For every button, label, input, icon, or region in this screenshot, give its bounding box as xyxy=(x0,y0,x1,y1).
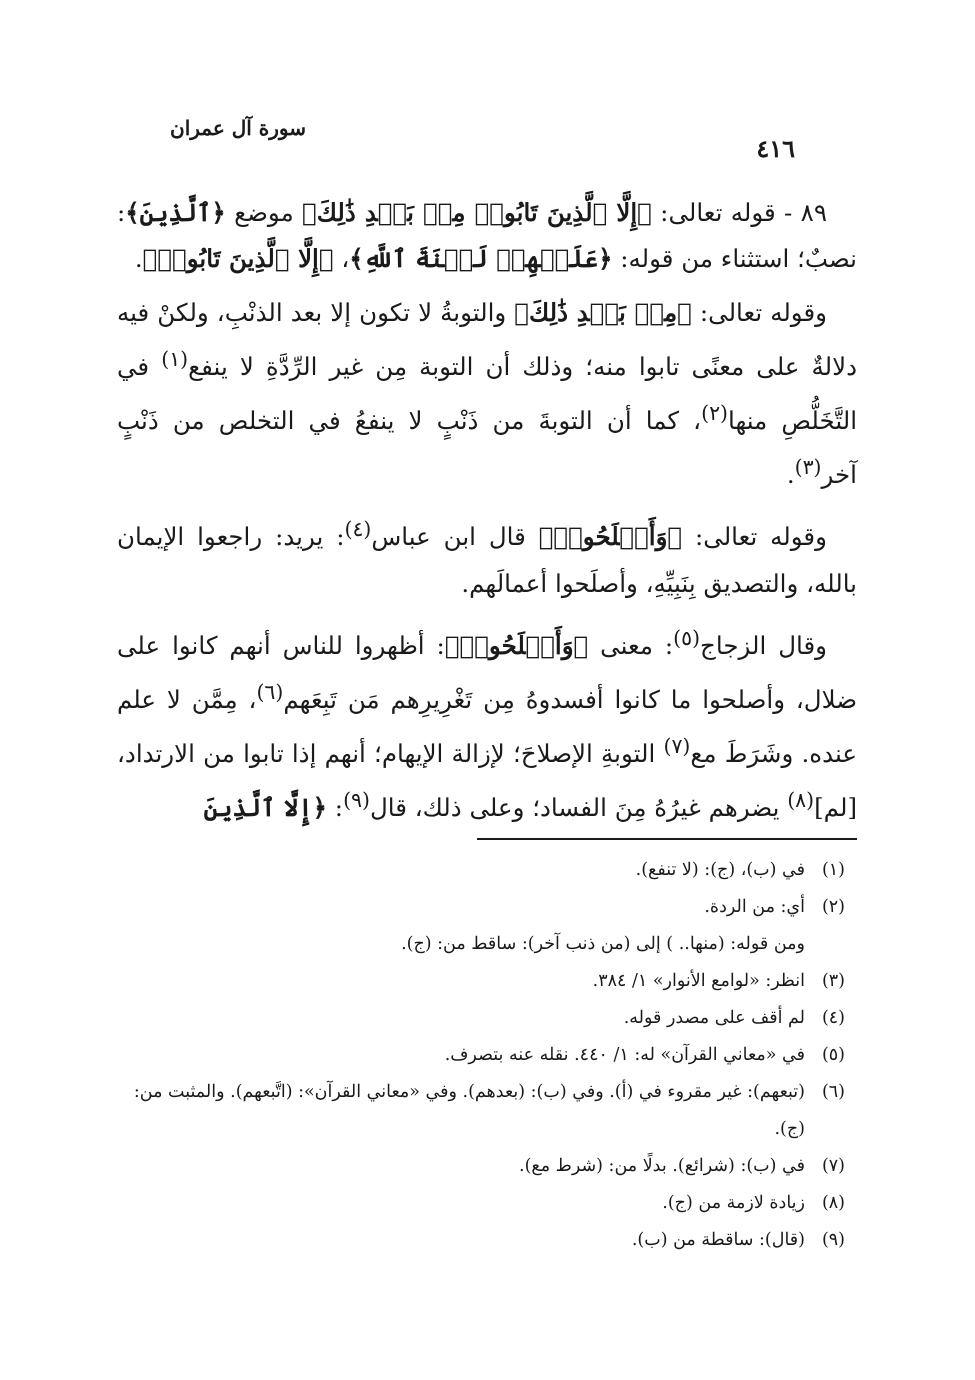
text-run: وقوله تعالى: xyxy=(682,522,827,552)
footnote-7 xyxy=(115,1148,845,1185)
footnote-separator xyxy=(477,838,857,840)
text-run: : أظهروا للناس أنهم كانوا على ضلال، وأصلحوا ما كانوا أفسدوهُ مِن تَغْرِيرِهم مَن تَبِعَهم xyxy=(117,630,858,714)
text-run: قال ابن عباس xyxy=(371,522,539,552)
footnote-text: (تبعهم): غير مقروء في (أ). وفي (ب): (بعدهم). وفي «معاني القرآن»: (اتَّبعهم). والمثبت من: (ج). xyxy=(133,1082,805,1139)
paragraph-zajjaj xyxy=(117,615,857,832)
quran-quote: ﴿وَأَصۡلَحُوا۟﴾ xyxy=(444,630,589,660)
footnote-4 xyxy=(115,1000,845,1037)
footnote-text: لم أقف على مصدر قوله. xyxy=(623,1008,805,1028)
footnote-text: في (ب): (شرائع). بدلًا من: (شرط مع). xyxy=(519,1156,805,1176)
footnote-8 xyxy=(115,1185,845,1222)
text-run: ٨٩ - قوله تعالى: xyxy=(651,198,827,227)
footnote-text: انظر: «لوامع الأنوار» ١/ ٣٨٤. xyxy=(592,971,805,991)
footnote-text: في (ب)، (ج): (لا تنفع). xyxy=(635,860,805,880)
text-run: : xyxy=(327,793,344,823)
footnote-3 xyxy=(115,963,845,1000)
footnote-text: ومن قوله: (منها.. ) إلى (من ذنب آخر): ساقط من: (ج). xyxy=(401,934,805,954)
footnote-1 xyxy=(115,852,845,889)
quran-quote: ﴿إِلَّا ٱلَّذِينَ تَابُوا۟ مِنۢ بَعۡدِ ذَٰلِكَ﴾ xyxy=(302,198,652,227)
quran-quote: ﴿مِنۢ بَعۡدِ ذَٰلِكَ﴾ xyxy=(514,298,692,327)
footnote-text: في «معاني القرآن» له: ١/ ٤٤٠. نقله عنه بتصرف. xyxy=(444,1045,805,1065)
footnote-2-continued xyxy=(115,926,845,963)
text-run: في التَّخَلُّصِ منها xyxy=(117,352,858,436)
footnote-number: (١) xyxy=(821,860,845,880)
quran-quote: ﴿ٱلَّذِينَ﴾ xyxy=(125,198,226,227)
footnote-ref[interactable]: (٢) xyxy=(701,401,728,426)
footnote-9 xyxy=(115,1222,845,1259)
footnote-text: (قال): ساقطة من (ب). xyxy=(631,1230,805,1250)
quran-quote: ﴿إِلَّا ٱلَّذِينَ تَابُوا۟﴾ xyxy=(142,244,334,273)
footnote-text: زيادة لازمة من (ج). xyxy=(662,1193,805,1213)
text-run: : يريد: راجعوا الإيمان بالله، والتصديق بِنَبِيِّهِ، وأصلَحوا أعمالَهم. xyxy=(117,522,857,598)
text-run: وقوله تعالى: xyxy=(691,298,827,327)
footnotes xyxy=(115,852,845,1259)
footnote-ref[interactable]: (١) xyxy=(161,347,189,371)
footnote-text: أي: من الردة. xyxy=(704,897,805,917)
footnote-ref[interactable]: (٩) xyxy=(343,788,370,813)
footnote-number: (٤) xyxy=(821,1008,845,1028)
page-number: ٤١٦ xyxy=(756,134,795,163)
footnote-ref[interactable]: (٦) xyxy=(256,679,284,704)
footnote-ref[interactable]: (٣) xyxy=(794,455,822,480)
text-run: يضرهم غيرُهُ مِنَ الفساد؛ وعلى ذلك، قال xyxy=(369,793,788,823)
footnote-number: (٨) xyxy=(821,1193,845,1213)
footnote-ref[interactable]: (٨) xyxy=(787,788,815,813)
paragraph-verse-89 xyxy=(117,190,857,282)
footnote-ref[interactable]: (٥) xyxy=(673,625,701,650)
footnote-number: (٢) xyxy=(821,897,845,917)
footnote-ref[interactable]: (٧) xyxy=(663,733,691,758)
text-run: ، xyxy=(333,244,350,273)
footnote-number: (٣) xyxy=(821,971,845,991)
quran-quote: ﴿وَأَصۡلَحُوا۟﴾ xyxy=(538,522,683,552)
footnote-ref[interactable]: (٤) xyxy=(344,517,372,542)
text-run: موضع xyxy=(225,198,303,227)
quran-quote: ﴿إِلَّا ٱلَّذِينَ xyxy=(203,793,328,823)
text-run: والتوبةُ لا تكون إلا بعد الذنْبِ، ولكنْ فيه دلالةٌ على معنًى تابوا منه؛ وذلك أن التوبة مِن غير الرِّدَّةِ لا ينفع xyxy=(117,298,858,382)
text-run: ، كما أن التوبةَ من ذَنْبٍ لا ينفعُ في التخلص من ذَنْبٍ آخر xyxy=(117,406,857,490)
text-run: ، مِمَّن لا علم عنده. وشَرَطَ مع xyxy=(117,684,857,769)
running-title: سورة آل عمران xyxy=(170,116,307,140)
quran-quote: ﴿عَلَيۡهِمۡ لَعۡنَةَ ٱللَّهِ﴾ xyxy=(349,244,613,273)
text-run: . xyxy=(134,244,143,273)
footnote-6 xyxy=(115,1074,845,1148)
paragraph-ibn-abbas xyxy=(117,506,857,606)
text-run: التوبةِ الإصلاحَ؛ لإزالة الإيهام؛ أنهم إذا تابوا من الارتداد، [لم] xyxy=(117,739,857,823)
text-run: : نصبٌ؛ استثناء من قوله: xyxy=(117,198,857,273)
main-text xyxy=(117,190,857,839)
text-run: : معنى xyxy=(588,630,674,660)
page-header xyxy=(170,112,795,163)
text-run: . xyxy=(786,460,795,490)
footnote-number: (٦) xyxy=(821,1082,845,1102)
text-run: وقال الزجاج xyxy=(700,630,828,660)
footnote-5 xyxy=(115,1037,845,1074)
footnote-2 xyxy=(115,889,845,926)
footnote-number: (٥) xyxy=(821,1045,845,1065)
footnote-number: (٩) xyxy=(821,1230,845,1250)
footnote-number: (٧) xyxy=(821,1156,845,1176)
paragraph-tawba xyxy=(117,290,857,498)
